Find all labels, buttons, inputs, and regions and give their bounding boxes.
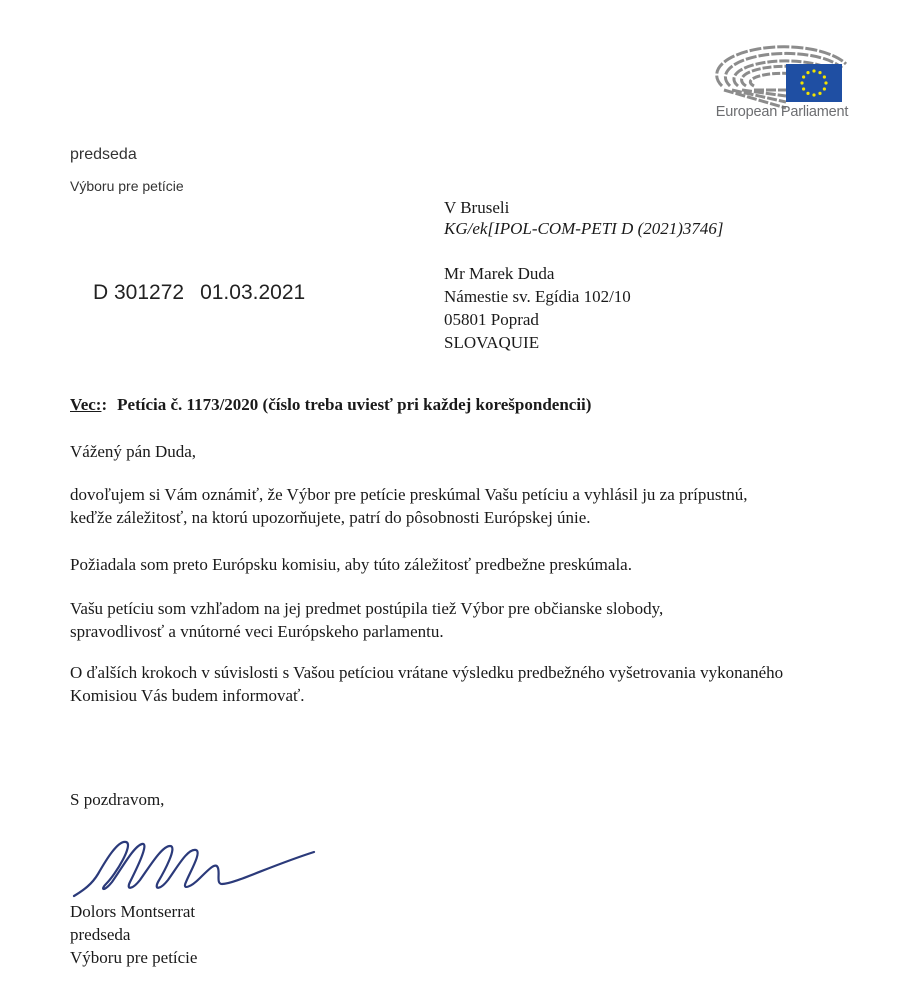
reference-number: KG/ek[IPOL-COM-PETI D (2021)3746] — [444, 219, 724, 238]
subject-label: Vec: — [70, 395, 102, 414]
eu-star-icon — [823, 87, 826, 90]
signer-block — [70, 900, 197, 969]
body-paragraph: O ďalších krokoch v súvislosti s Vašou petíciou vrátane výsledku predbežného vyšetrovania vykonaného Komisiou Vás budem informovať. — [70, 663, 784, 705]
subject-text: Petícia č. 1173/2020 (číslo treba uviesť pri každej korešpondencii) — [117, 395, 592, 414]
eu-star-icon — [802, 87, 805, 90]
recipient-street: Námestie sv. Egídia 102/10 — [444, 287, 631, 306]
subject-line — [70, 395, 591, 415]
document-number: D 301272 — [93, 281, 185, 304]
recipient-city: 05801 Poprad — [444, 310, 539, 329]
eu-star-icon — [806, 71, 809, 74]
handwritten-signature-icon — [70, 830, 320, 902]
logo-text: European Parliament — [715, 104, 849, 120]
place: V Bruseli — [444, 198, 510, 217]
eu-star-icon — [806, 92, 809, 95]
recipient-name: Mr Marek Duda — [444, 264, 555, 283]
document-date: 01.03.2021 — [200, 281, 306, 304]
eu-star-icon — [818, 92, 821, 95]
eu-star-icon — [802, 75, 805, 78]
closing: S pozdravom, — [70, 790, 165, 809]
recipient-country: SLOVAQUIE — [444, 333, 540, 352]
sender-committee: Výboru pre petície — [70, 178, 184, 194]
body-paragraph: Vašu petíciu som vzhľadom na jej predmet postúpila tiež Výbor pre občianske slobody, spravodlivosť a vnútorné veci Európskeho parlamentu. — [70, 599, 664, 641]
body-paragraph: Požiadala som preto Európsku komisiu, aby túto záležitosť predbežne preskúmala. — [70, 555, 632, 574]
salutation: Vážený pán Duda, — [70, 442, 197, 461]
eu-star-icon — [812, 93, 815, 96]
eu-star-icon — [812, 69, 815, 72]
body-paragraph: dovoľujem si Vám oznámiť, že Výbor pre petície preskúmal Vašu petíciu a vyhlásil ju za prípustnú, keďže záležitosť, na ktorú upozorňujete, patrí do pôsobnosti Európskej únie. — [70, 485, 748, 527]
recipient-address — [444, 262, 631, 354]
subject-separator: : — [101, 395, 108, 414]
document-stamp — [93, 281, 305, 305]
signer-title: predseda — [70, 925, 131, 944]
eu-star-icon — [824, 81, 827, 84]
eu-star-icon — [818, 71, 821, 74]
eu-star-icon — [800, 81, 803, 84]
signer-name: Dolors Montserrat — [70, 902, 196, 921]
signer-committee: Výboru pre petície — [70, 948, 198, 967]
sender-title: predseda — [70, 146, 137, 163]
eu-star-icon — [823, 75, 826, 78]
